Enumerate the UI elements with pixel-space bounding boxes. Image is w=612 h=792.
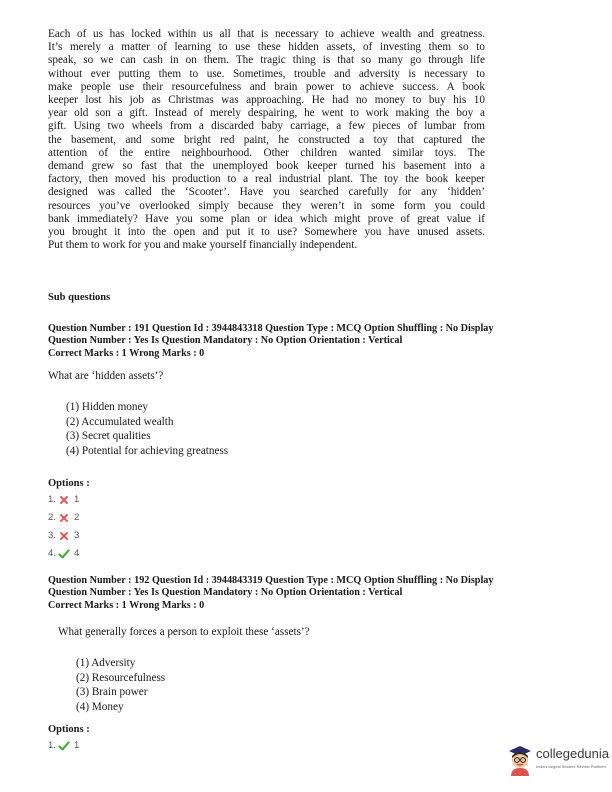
option-number: 3. (48, 530, 56, 541)
choice: (1) Adversity (76, 657, 136, 669)
question-choices-192 (76, 656, 165, 714)
option-value: 1 (73, 494, 80, 505)
passage (48, 28, 485, 252)
passage-line: attention of the entire neighbourhood. Other children wanted similar toys. The (48, 146, 485, 159)
logo-tagline: India's largest Student Review Platform (536, 764, 606, 769)
question-text-192: What generally forces a person to exploit these ‘assets’? (58, 626, 310, 638)
passage-line: It’s merely a matter of learning to use these hidden assets, of investing them so to (48, 41, 485, 54)
option-value: 3 (73, 530, 80, 541)
passage-line: factory, then moved his production to a real industrial plant. The toy the book keeper (48, 173, 485, 186)
option-row (48, 737, 79, 755)
option-number: 1. (48, 494, 56, 505)
check-icon (58, 548, 70, 560)
choice: (3) Secret qualities (66, 430, 151, 443)
passage-line: designed was called the ‘Scooter’. Have you searched carefully for any ‘hidden’ (48, 186, 485, 199)
choice: (4) Money (76, 700, 124, 713)
option-number: 2. (48, 512, 56, 523)
cross-icon (58, 530, 70, 542)
question-meta-192: Question Number : 192 Question Id : 3944843319 Question Type : MCQ Option Shuffling : No Display Question Number : Yes Is Question Mandatory : No Option Orientation : Vertical Correct Marks : 1 Wrong Marks : 0 (48, 575, 494, 611)
option-value: 1 (73, 740, 80, 751)
passage-line: make people use their resourcefulness and brain power to achieve success. A book (48, 80, 485, 93)
student-mascot-icon (506, 742, 534, 776)
question-choices-191 (66, 400, 228, 458)
passage-line: bank immediately? Have you some plan or idea which might prove of great value if (48, 212, 485, 225)
logo-name: collegedunia (536, 746, 610, 761)
option-row (48, 491, 79, 509)
passage-line: you brought it into the open and put it to use? Somewhere you have unused assets. (48, 226, 485, 239)
collegedunia-logo[interactable] (506, 742, 610, 778)
option-row (48, 527, 79, 545)
choice: (2) Accumulated wealth (66, 415, 174, 428)
option-value: 2 (73, 512, 80, 523)
choice: (1) Hidden money (66, 401, 149, 413)
passage-line: Put them to work for you and make yourself financially independent. (48, 239, 358, 252)
choice: (3) Brain power (76, 686, 148, 699)
cross-icon (58, 512, 70, 524)
options-label-192: Options : (48, 724, 90, 735)
options-list-191 (48, 491, 79, 563)
option-row (48, 545, 79, 563)
sub-questions-heading: Sub questions (48, 292, 111, 303)
passage-line: without ever putting them to use. Sometimes, trouble and adversity is necessary to (48, 67, 485, 80)
passage-line: the basement, and some bright red paint, he constructed a toy that captured the (48, 133, 485, 146)
passage-line: keeper lost his job as Christmas was approaching. He had no money to buy his 10 (48, 94, 485, 107)
passage-line: gift. Using two wheels from a discarded baby carriage, a few pieces of lumbar from (48, 120, 485, 133)
passage-line: demand grew so fast that the unemployed book keeper turned his basement into a (48, 160, 485, 173)
option-number: 1. (48, 740, 56, 751)
passage-line: resources you’ve overlooked simply because they weren’t in some form you could (48, 199, 485, 212)
options-list-192 (48, 737, 79, 755)
question-meta-191: Question Number : 191 Question Id : 3944843318 Question Type : MCQ Option Shuffling : No Display Question Number : Yes Is Question Mandatory : No Option Orientation : Vertical Correct Marks : 1 Wrong Marks : 0 (48, 323, 494, 359)
choice: (2) Resourcefulness (76, 671, 166, 684)
choice: (4) Potential for achieving greatness (66, 444, 229, 457)
cross-icon (58, 494, 70, 506)
question-text-191: What are ‘hidden assets’? (48, 370, 164, 382)
option-value: 4 (73, 548, 80, 559)
check-icon (58, 740, 70, 752)
passage-line: year old son a gift. Instead of merely despairing, he went to work making the boy a (48, 107, 485, 120)
passage-line: speak, so we can cash in on them. The tragic thing is that so many go through life (48, 54, 485, 67)
option-row (48, 509, 79, 527)
passage-line: Each of us has locked within us all that is necessary to achieve wealth and greatness. (48, 28, 485, 40)
option-number: 4. (48, 548, 56, 559)
options-label-191: Options : (48, 478, 90, 489)
